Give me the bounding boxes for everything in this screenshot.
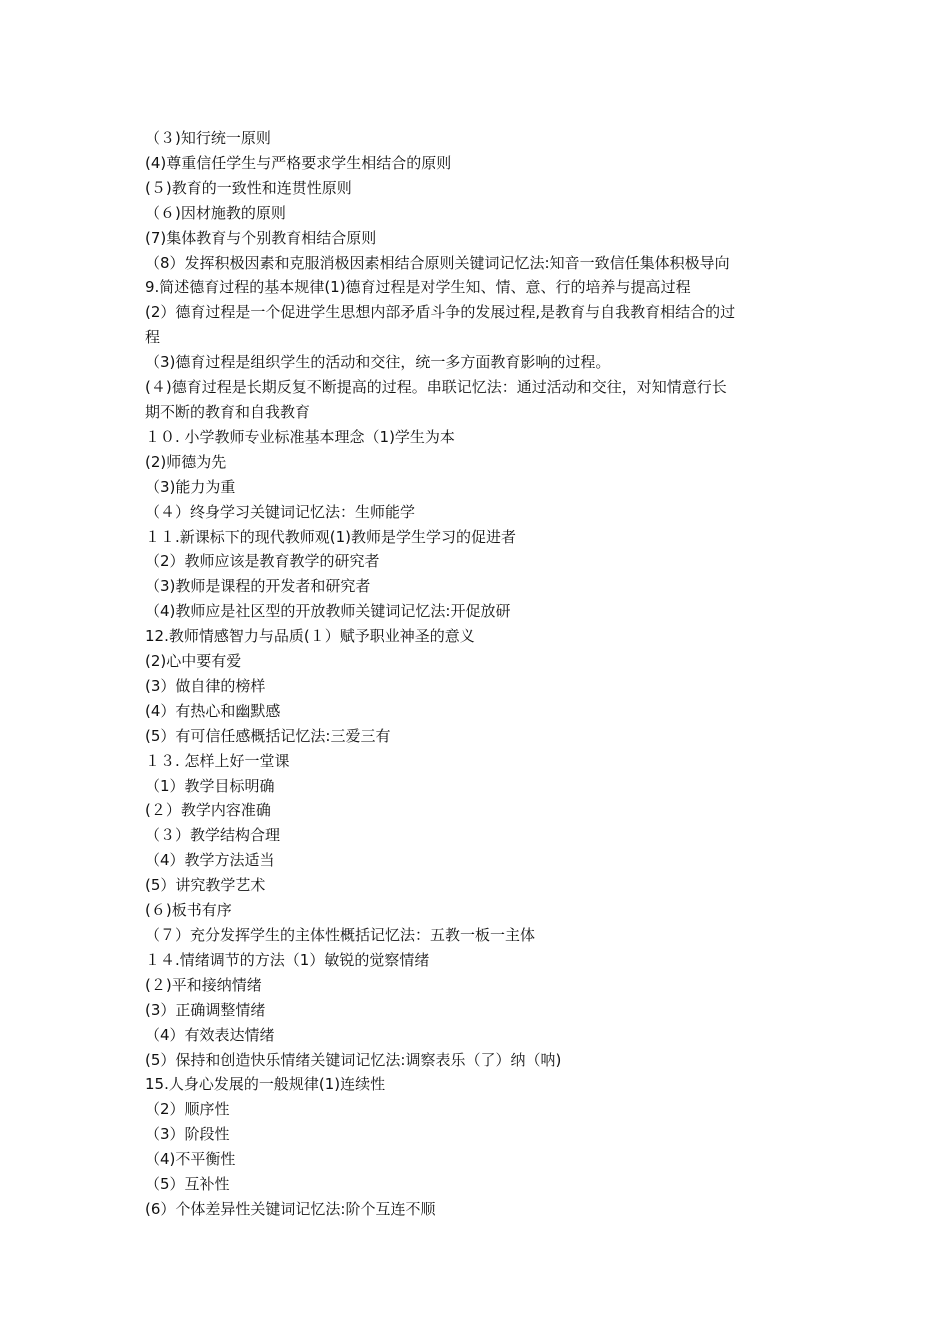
- text-line: (3）正确调整情绪: [145, 1000, 266, 1019]
- text-line: （３）教学结构合理: [145, 826, 281, 845]
- text-line: １３. 怎样上好一堂课: [145, 751, 290, 770]
- text-line: (2)心中要有爱: [145, 652, 242, 671]
- text-line: （3)德育过程是组织学生的活动和交往，统一多方面教育影响的过程。: [145, 353, 611, 372]
- text-line: (4)尊重信任学生与严格要求学生相结合的原则: [145, 153, 452, 172]
- text-line: (２）教学内容准确: [145, 801, 271, 820]
- text-line: (2)师德为先: [145, 452, 227, 471]
- text-line: 9.简述德育过程的基本规律(1)德育过程是对学生知、情、意、行的培养与提高过程: [145, 278, 691, 297]
- text-line: （３)知行统一原则: [145, 129, 271, 147]
- text-line: 程: [145, 328, 161, 347]
- text-line: (５)教育的一致性和连贯性原则: [145, 178, 352, 197]
- text-line: (5）讲究教学艺术: [145, 876, 266, 895]
- text-line: １１.新课标下的现代教师观(1)教师是学生学习的促进者: [145, 527, 517, 546]
- text-line: （4)不平衡性: [145, 1150, 236, 1169]
- text-line: （７）充分发挥学生的主体性概括记忆法：五教一板一主体: [145, 926, 536, 944]
- text-line: (3）做自律的榜样: [145, 676, 266, 695]
- text-line: （5）互补性: [145, 1175, 230, 1194]
- text-line: （4）有效表达情绪: [145, 1025, 275, 1044]
- text-line: (2）德育过程是一个促进学生思想内部矛盾斗争的发展过程,是教育与自我教育相结合的过: [145, 303, 736, 322]
- text-line: 15.人身心发展的一般规律(1)连续性: [145, 1075, 386, 1094]
- text-line: １０. 小学教师专业标准基本理念（1)学生为本: [145, 427, 455, 446]
- text-line: （1）教学目标明确: [145, 776, 275, 795]
- text-line: （3)教师是课程的开发者和研究者: [145, 577, 371, 596]
- text-line: （2）教师应该是教育教学的研究者: [145, 552, 380, 571]
- text-line: １４.情绪调节的方法（1）敏锐的觉察情绪: [145, 950, 430, 969]
- text-line: （3）阶段性: [145, 1125, 230, 1144]
- text-line: （4）教学方法适当: [145, 851, 275, 870]
- text-line: （3)能力为重: [145, 477, 236, 496]
- text-line: （8）发挥积极因素和克服消极因素相结合原则关键词记忆法:知音一致信任集体积极导向: [145, 253, 730, 272]
- text-line: （６)因材施教的原则: [145, 203, 286, 222]
- text-line: (6）个体差异性关键词记忆法:阶个互连不顺: [145, 1199, 436, 1218]
- text-line: （４）终身学习关键词记忆法：生师能学: [145, 502, 416, 521]
- text-line: （4)教师应是社区型的开放教师关键词记忆法:开促放研: [145, 602, 511, 621]
- text-line: (６)板书有序: [145, 901, 232, 920]
- text-line: （2）顺序性: [145, 1100, 230, 1119]
- text-line: 期不断的教育和自我教育: [145, 402, 311, 421]
- document-page: [145, 126, 815, 1222]
- text-line: (7)集体教育与个别教育相结合原则: [145, 228, 377, 247]
- text-line: (４)德育过程是长期反复不断提高的过程。串联记忆法：通过活动和交往，对知情意行长: [145, 378, 727, 397]
- text-line: 12.教师情感智力与品质(１）赋予职业神圣的意义: [145, 627, 475, 646]
- text-line: (5）有可信任感概括记忆法:三爱三有: [145, 726, 391, 745]
- text-line: (２)平和接纳情绪: [145, 975, 262, 994]
- text-line: (5）保持和创造快乐情绪关键词记忆法:调察表乐（了）纳（呐): [145, 1050, 562, 1069]
- text-line: (4）有热心和幽默感: [145, 701, 281, 720]
